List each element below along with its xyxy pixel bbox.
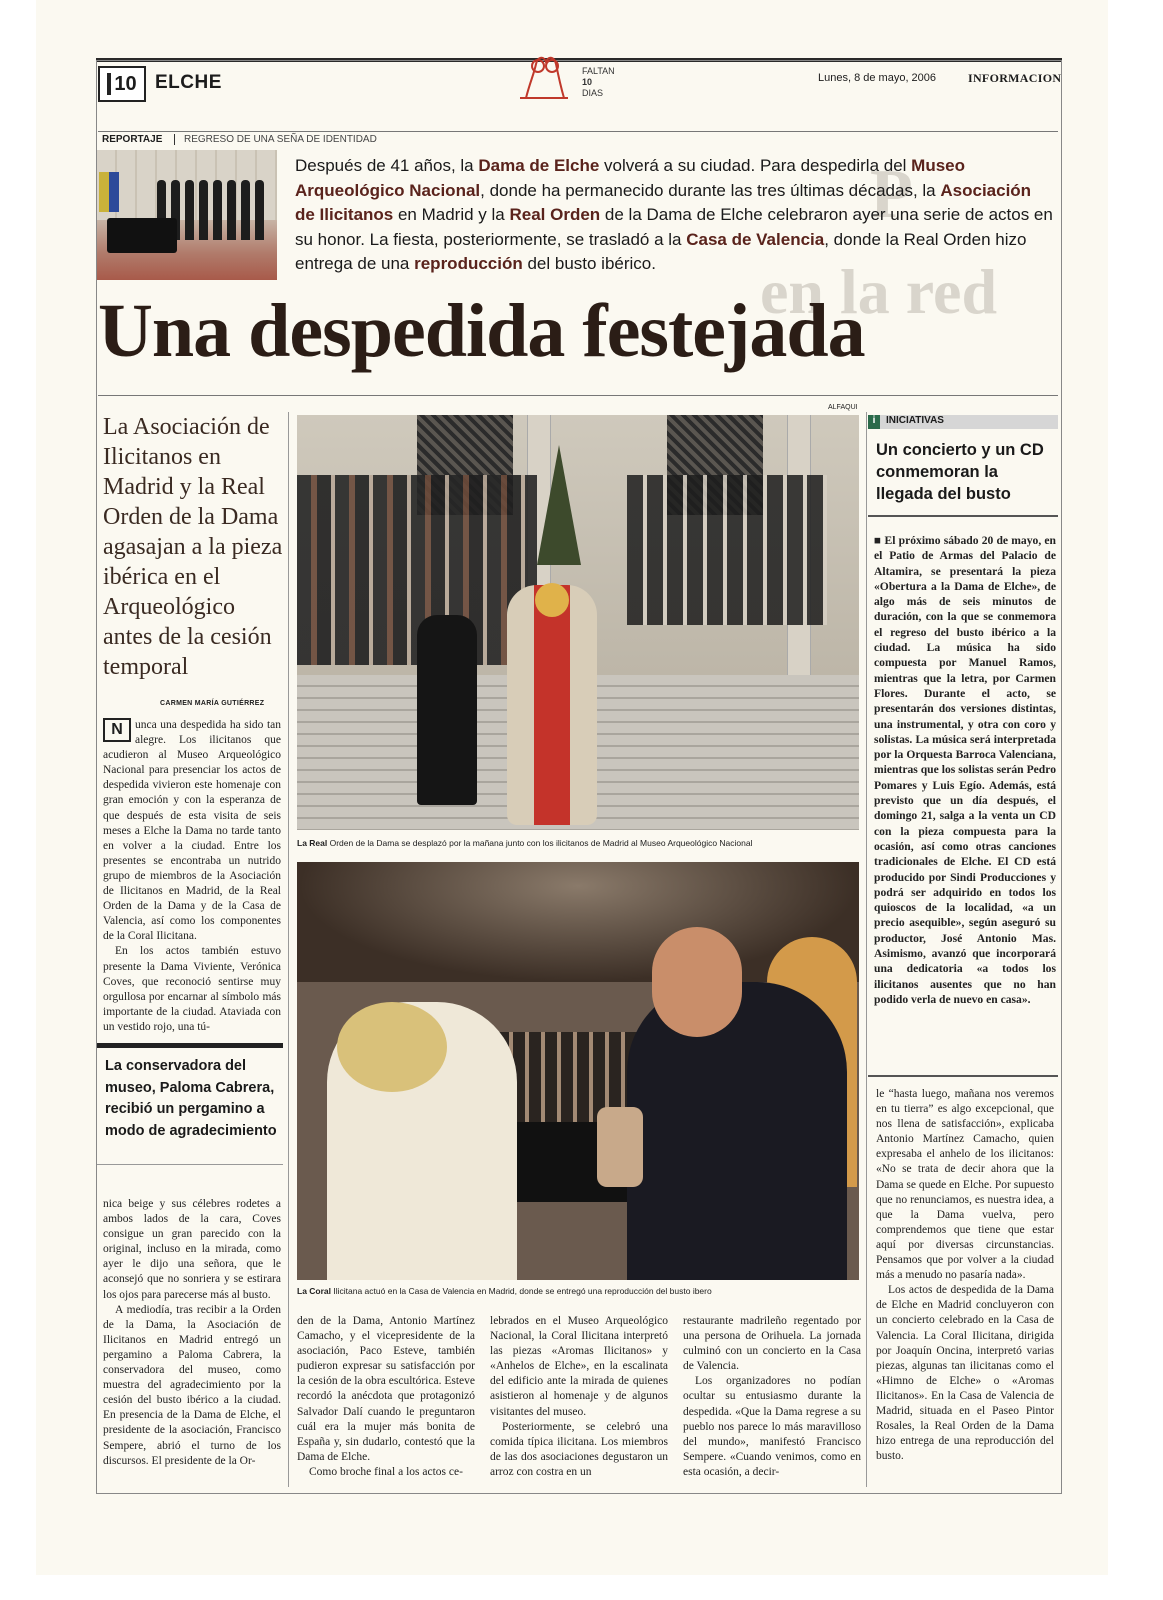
lead-highlight: Asociación de Ilicitanos <box>295 180 1032 225</box>
photo-credit: ALFAQUI <box>828 404 858 411</box>
sidebar-title: Un concierto y un CD conmemoran la llegada del busto <box>876 441 1044 503</box>
lead-text: , donde ha permanecido durante las tres últimas décadas, la <box>480 180 941 200</box>
drop-cap: N <box>103 718 131 742</box>
lead-text: Después de 41 años, la <box>295 156 479 175</box>
divider <box>174 134 175 145</box>
headline: Una despedida festejada <box>98 289 865 373</box>
lead-highlight: reproducción <box>414 254 523 274</box>
reportaje-tag: REPORTAJE <box>102 134 163 145</box>
photo-caption-2: La Coral Ilicitana actuó en la Casa de Valencia en Madrid, donde se entregó una reproducción del busto ibero <box>297 1286 712 1296</box>
choir-thumbnail-photo <box>97 150 277 280</box>
subheadline: La Asociación de Ilicitanos en Madrid y la Real Orden de la Dama agasajan a la pieza ibérica en el Arqueológico antes de la cesión temporal <box>103 414 283 680</box>
divider <box>98 395 1058 396</box>
article-column-3: lebrados en el Museo Arqueológico Nacional, la Coral Ilicitana interpretó las piezas «Aromas Ilicitanos» y «Anhelos de Elche», en la escalinata del edificio ante la mirada de quienes asistieron al homenaje y de algunos visitantes del museo. Posteriormente, se celebró una comida típica ilicitana. Los miembros de las dos asociaciones degustaron un arroz con costra en un <box>490 1315 668 1478</box>
article-column-1-continued: nica beige y sus célebres rodetes a ambos lados de la cara, Coves consigue un gran parecido con la original, incluso en la mirada, como ayer le dijo una señora, que le aconsejó que no sonriera y se estirara los ojos para parecerse más al busto. A mediodía, tras recibir a la Orden de la Dama, la Asociación de Ilicitanos en Madrid entregó un pergamino a Paloma Cabrera, la conservadora del museo, como muestra del agradecimiento por la cesión del busto ibérico a la ciudad. En presencia de la Dama de Elche, el presidente de la asociación, Francisco Sempere, abrió el turno de los discursos. El presidente de la Or- <box>103 1198 281 1467</box>
divider <box>868 1075 1058 1077</box>
column-divider <box>288 412 289 1487</box>
article-column-2: den de la Dama, Antonio Martínez Camacho, y el vicepresidente de la asociación, Paco Esteve, también pudieron expresar su satisfacción por la cesión de la obra escultórica. Esteve recordó la anécdota que protagonizó Salvador Dalí cuando le preguntaron cuál era la mujer más bonita de España y, sin dudarlo, contestó que la Dama de Elche. Como broche final a los actos ce- <box>297 1315 475 1478</box>
lead-paragraph <box>295 154 1053 277</box>
lead-highlight: Museo Arqueológico Nacional <box>295 156 966 200</box>
lead-text: , donde la Real Orden hizo entrega de una <box>295 229 1027 274</box>
reportaje-bar <box>98 131 1058 146</box>
lead-highlight: Dama de Elche <box>478 156 600 175</box>
bleed-through: P <box>870 156 913 233</box>
lead-text: volverá a su ciudad. Para despedirla del <box>599 156 912 175</box>
divider <box>868 515 1058 517</box>
lead-highlight: Casa de Valencia <box>686 229 825 249</box>
lead-highlight: Real Orden <box>509 205 601 225</box>
bullet-icon: ■ <box>874 534 885 547</box>
casa-valencia-photo <box>297 862 859 1280</box>
column-divider <box>866 412 867 1487</box>
dama-logo-icon <box>512 52 576 104</box>
lead-text: del busto ibérico. <box>522 254 656 274</box>
section-title: ELCHE <box>155 72 222 93</box>
reportaje-subtitle: REGRESO DE UNA SEÑA DE IDENTIDAD <box>184 134 377 145</box>
sidebar-body: ■ El próximo sábado 20 de mayo, en el Patio de Armas del Palacio de Altamira, se presentará la pieza «Obertura a la Dama de Elche», de algo más de seis minutos de duración, con la que se conmemora el regreso del busto ibérico a la ciudad. La música ha sido compuesta por Manuel Ramos, mientras que la letra, por Carmen Flores. Durante el acto, se presentarán dos versiones distintas, una instrumental, y otra con coro y solistas. La música será interpretada por la Orquesta Barroca Valenciana, mientras que los solistas serán Pedro Pomares y Luis Egío. Además, está previsto que un día después, el domingo 21, salga a la venta un CD con la pieza compuesta para la ocasión, así como otras canciones tradicionales de Elche. El CD está producido por Sindi Producciones y podrá ser adquirido en todos los quioscos de la localidad, «a un precio asequible», según aseguró su productor, José Antonio Mas. Asimismo, avanzó que incorporará una dedicatoria «a todos los ilicitanos ausentes que no han podido verla de nuevo en casa». <box>874 534 1057 1006</box>
countdown-badge: FALTAN 10 DIAS <box>512 52 632 106</box>
byline: CARMEN MARÍA GUTIÉRREZ <box>160 700 265 707</box>
section-bar-icon <box>107 73 111 95</box>
newspaper-name: INFORMACION <box>968 71 1062 85</box>
article-column-4: restaurante madrileño regentado por una persona de Orihuela. La jornada culminó con un concierto en la Casa de Valencia. Los organizadores no podían ocultar su entusiasmo durante la despedida. «Que la Dama regrese a su pueblo nos parece lo más maravilloso del mundo», manifestó Francisco Sempere. «Cuando venimos, como en esta ocasión, a decir- <box>683 1315 861 1478</box>
days-left: 10 <box>582 77 593 87</box>
article-column-5: le “hasta luego, mañana nos veremos en tu tierra” es algo excepcional, que nos llena de satisfacción», explicaba Antonio Martínez Camacho, quien expresaba el anhelo de los ilicitanos: «No se trata de decir ahora que la Dama se quede en Elche. Por supuesto que no renunciamos, es nuestra idea, a que la Dama vuelva, pero comprendemos que tiene que estar aquí por diversas circunstancias. Pensamos que por volver a la ciudad más a menudo no pasaría nada». Los actos de despedida de la Dama de Elche en Madrid concluyeron con un concierto celebrado en la Casa de Valencia. La Coral Ilicitana, dirigida por Joaquín Oncina, interpretó varias piezas, algunas tan ilicitanas como el «Himno de Elche» o «Aromas Ilicitanos». En la Casa de Valencia de Madrid, situada en el Paseo Pintor Rosales, la Real Orden de la Dama hizo entrega de una reproducción del busto. <box>876 1088 1054 1463</box>
museum-steps-photo <box>297 415 859 830</box>
article-column-1: N unca una despedida ha sido tan alegre. Los ilicitanos que acudieron al Museo Arqueológico Nacional para presenciar los actos de despedida vivieron este homenaje con gran emoción y con la esperanza de que después de esta visita de seis meses a Elche la Dama no tarde tanto en volver a la ciudad. Entre los presentes se encontraba un nutrido grupo de miembros de la Asociación de Ilicitanos en Madrid, de la Real Orden de la Dama y de la Casa de Valencia, así como los componentes de la Coral Ilicitana. En los actos también estuvo presente la Dama Viviente, Verónica Coves, que reconoció sentirse muy orgullosa por encarnar al símbolo más importante de la ciudad. Ataviada con un vestido rojo, una tú- <box>103 719 281 1033</box>
lead-text: de la Dama de Elche celebraron ayer una serie de actos en su honor. La fiesta, posteriormente, se trasladó a la <box>295 205 1053 249</box>
lead-text: en Madrid y la <box>393 205 510 225</box>
date: Lunes, 8 de mayo, 2006 <box>818 72 937 84</box>
photo-caption-1: La Real Orden de la Dama se desplazó por la mañana junto con los ilicitanos de Madrid al Museo Arqueológico Nacional <box>297 838 753 848</box>
sidebar-tag: i INICIATIVAS <box>868 415 1058 429</box>
page-number: 10 <box>98 66 146 102</box>
bleed-through: en la red <box>760 256 998 327</box>
pull-quote: La conservadora del museo, Paloma Cabrera, recibió un pergamino a modo de agradecimiento <box>97 1043 283 1165</box>
info-icon: i <box>868 415 880 429</box>
